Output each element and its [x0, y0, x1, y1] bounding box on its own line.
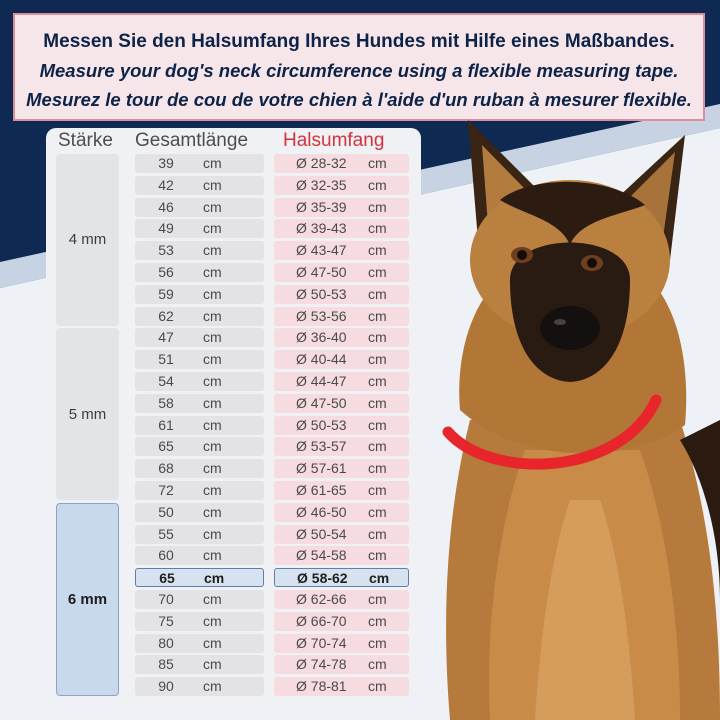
- length-value: 42: [158, 176, 174, 193]
- neck-value: Ø 53-57: [296, 438, 347, 455]
- length-cell: [135, 503, 264, 522]
- length-cell: [135, 263, 264, 282]
- neck-value: Ø 47-50: [296, 264, 347, 280]
- unit-label: cm: [203, 307, 222, 324]
- unit-label: cm: [203, 176, 222, 193]
- unit-label: cm: [203, 482, 222, 498]
- unit-label: cm: [368, 307, 387, 324]
- unit-label: cm: [203, 503, 222, 520]
- neck-value: Ø 46-50: [296, 503, 347, 520]
- length-cell: [135, 525, 264, 544]
- length-value: 47: [158, 329, 174, 346]
- unit-label: cm: [368, 634, 387, 651]
- unit-label: cm: [368, 503, 387, 520]
- neck-value: Ø 50-53: [296, 285, 347, 302]
- unit-label: cm: [203, 264, 222, 280]
- unit-label: cm: [203, 547, 222, 564]
- length-cell: [135, 372, 264, 391]
- length-value: 46: [158, 198, 174, 215]
- neck-value: Ø 43-47: [296, 242, 347, 259]
- neck-value: Ø 78-81: [296, 678, 347, 695]
- length-value: 58: [158, 394, 174, 411]
- unit-label: cm: [203, 351, 222, 368]
- unit-label: cm: [203, 525, 222, 542]
- neck-value: Ø 54-58: [296, 547, 347, 564]
- strength-group-1: 4 mm: [56, 154, 119, 326]
- neck-value: Ø 35-39: [296, 198, 347, 215]
- length-value: 55: [158, 525, 174, 542]
- neck-cell: [274, 459, 409, 478]
- length-cell: [135, 634, 264, 653]
- unit-label: cm: [203, 591, 222, 607]
- neck-cell: [274, 546, 409, 565]
- unit-label: cm: [368, 373, 387, 389]
- unit-label: cm: [368, 285, 387, 302]
- unit-label: cm: [203, 373, 222, 389]
- unit-label: cm: [368, 264, 387, 280]
- unit-label: cm: [203, 416, 222, 433]
- neck-cell: [274, 241, 409, 260]
- length-value: 70: [158, 591, 174, 607]
- instruction-french: Mesurez le tour de cou de votre chien à l'aide d'un ruban à mesurer flexible.: [26, 89, 692, 110]
- neck-cell: [274, 176, 409, 195]
- neck-value: Ø 61-65: [296, 482, 347, 498]
- length-cell: [135, 437, 264, 456]
- length-cell: [135, 176, 264, 195]
- neck-value: Ø 39-43: [296, 220, 347, 237]
- neck-value: Ø 58-62: [297, 570, 348, 587]
- neck-value: Ø 53-56: [296, 307, 347, 324]
- length-cell: [135, 612, 264, 631]
- length-value: 56: [158, 264, 174, 280]
- unit-label: cm: [203, 656, 222, 673]
- unit-label: cm: [368, 394, 387, 411]
- unit-label: cm: [368, 329, 387, 346]
- strength-group-3: 6 mm: [56, 503, 119, 696]
- neck-cell: [274, 525, 409, 544]
- unit-label: cm: [203, 438, 222, 455]
- column-header-length: Gesamtlänge: [135, 130, 249, 151]
- neck-cell: [274, 307, 409, 326]
- unit-label: cm: [203, 460, 222, 477]
- length-cell: [135, 546, 264, 565]
- unit-label: cm: [203, 155, 222, 171]
- length-value: 51: [158, 351, 174, 368]
- neck-value: Ø 50-54: [296, 525, 347, 542]
- neck-value: Ø 57-61: [296, 460, 347, 477]
- unit-label: cm: [203, 329, 222, 346]
- unit-label: cm: [368, 547, 387, 564]
- unit-label: cm: [204, 570, 225, 587]
- neck-value: Ø 44-47: [296, 373, 347, 389]
- neck-value: Ø 62-66: [296, 591, 347, 607]
- neck-value: Ø 50-53: [296, 416, 347, 433]
- length-value: 49: [158, 220, 174, 237]
- neck-value: Ø 70-74: [296, 634, 347, 651]
- length-cell: [135, 198, 264, 217]
- unit-label: cm: [368, 525, 387, 542]
- length-value: 54: [158, 373, 174, 389]
- neck-cell: [274, 503, 409, 522]
- length-cell: [135, 350, 264, 369]
- unit-label: cm: [203, 285, 222, 302]
- length-value: 90: [158, 678, 174, 695]
- instruction-german: Messen Sie den Halsumfang Ihres Hundes mit Hilfe eines Maßbandes.: [43, 31, 675, 52]
- neck-cell: [274, 481, 409, 500]
- unit-label: cm: [368, 612, 387, 629]
- length-cell: [135, 328, 264, 347]
- unit-label: cm: [368, 438, 387, 455]
- strength-group-2: 5 mm: [56, 328, 119, 500]
- unit-label: cm: [203, 220, 222, 237]
- unit-label: cm: [203, 612, 222, 629]
- length-cell: [135, 154, 264, 173]
- neck-cell: [274, 394, 409, 413]
- unit-label: cm: [203, 678, 222, 695]
- length-value: 75: [158, 612, 174, 629]
- neck-value: Ø 74-78: [296, 656, 347, 673]
- dog-icon: [430, 120, 720, 720]
- unit-label: cm: [368, 482, 387, 498]
- length-cell: [135, 416, 264, 435]
- neck-value: Ø 32-35: [296, 176, 347, 193]
- neck-cell: [274, 655, 409, 674]
- unit-label: cm: [368, 242, 387, 259]
- length-cell: [135, 481, 264, 500]
- neck-cell: [274, 677, 409, 696]
- length-value: 85: [158, 656, 174, 673]
- unit-label: cm: [203, 198, 222, 215]
- neck-value: Ø 47-50: [296, 394, 347, 411]
- neck-cell: [274, 416, 409, 435]
- length-cell: [135, 677, 264, 696]
- length-cell: [135, 459, 264, 478]
- unit-label: cm: [203, 242, 222, 259]
- column-header-strength: Stärke: [58, 130, 113, 151]
- column-header-neck: Halsumfang: [283, 130, 385, 151]
- neck-cell: [274, 590, 409, 609]
- length-cell: [135, 568, 264, 587]
- neck-cell: [274, 154, 409, 173]
- neck-cell: [274, 198, 409, 217]
- unit-label: cm: [368, 155, 387, 171]
- neck-cell: [274, 437, 409, 456]
- length-value: 59: [158, 285, 174, 302]
- unit-label: cm: [203, 394, 222, 411]
- length-value: 80: [158, 634, 174, 651]
- neck-cell: [274, 612, 409, 631]
- length-value: 65: [159, 570, 175, 587]
- neck-value: Ø 40-44: [296, 351, 347, 368]
- length-value: 62: [158, 307, 174, 324]
- unit-label: cm: [368, 460, 387, 477]
- neck-value: Ø 28-32: [296, 155, 347, 171]
- neck-cell: [274, 350, 409, 369]
- neck-cell: [274, 568, 409, 587]
- length-cell: [135, 219, 264, 238]
- length-value: 60: [158, 547, 174, 564]
- length-value: 72: [158, 482, 174, 498]
- length-cell: [135, 394, 264, 413]
- unit-label: cm: [368, 220, 387, 237]
- length-cell: [135, 285, 264, 304]
- length-cell: [135, 307, 264, 326]
- length-cell: [135, 655, 264, 674]
- unit-label: cm: [368, 416, 387, 433]
- unit-label: cm: [368, 198, 387, 215]
- neck-cell: [274, 372, 409, 391]
- unit-label: cm: [368, 678, 387, 695]
- unit-label: cm: [368, 176, 387, 193]
- neck-cell: [274, 328, 409, 347]
- neck-cell: [274, 263, 409, 282]
- length-value: 68: [158, 460, 174, 477]
- unit-label: cm: [368, 591, 387, 607]
- neck-value: Ø 66-70: [296, 612, 347, 629]
- length-value: 39: [158, 155, 174, 171]
- instruction-english: Measure your dog's neck circumference using a flexible measuring tape.: [39, 60, 679, 81]
- instruction-banner: [13, 13, 705, 121]
- length-value: 53: [158, 242, 174, 259]
- neck-cell: [274, 634, 409, 653]
- length-value: 65: [158, 438, 174, 455]
- length-value: 50: [158, 503, 174, 520]
- length-value: 61: [158, 416, 174, 433]
- unit-label: cm: [369, 570, 390, 587]
- length-cell: [135, 590, 264, 609]
- unit-label: cm: [203, 634, 222, 651]
- unit-label: cm: [368, 351, 387, 368]
- neck-cell: [274, 219, 409, 238]
- neck-value: Ø 36-40: [296, 329, 347, 346]
- neck-cell: [274, 285, 409, 304]
- length-cell: [135, 241, 264, 260]
- unit-label: cm: [368, 656, 387, 673]
